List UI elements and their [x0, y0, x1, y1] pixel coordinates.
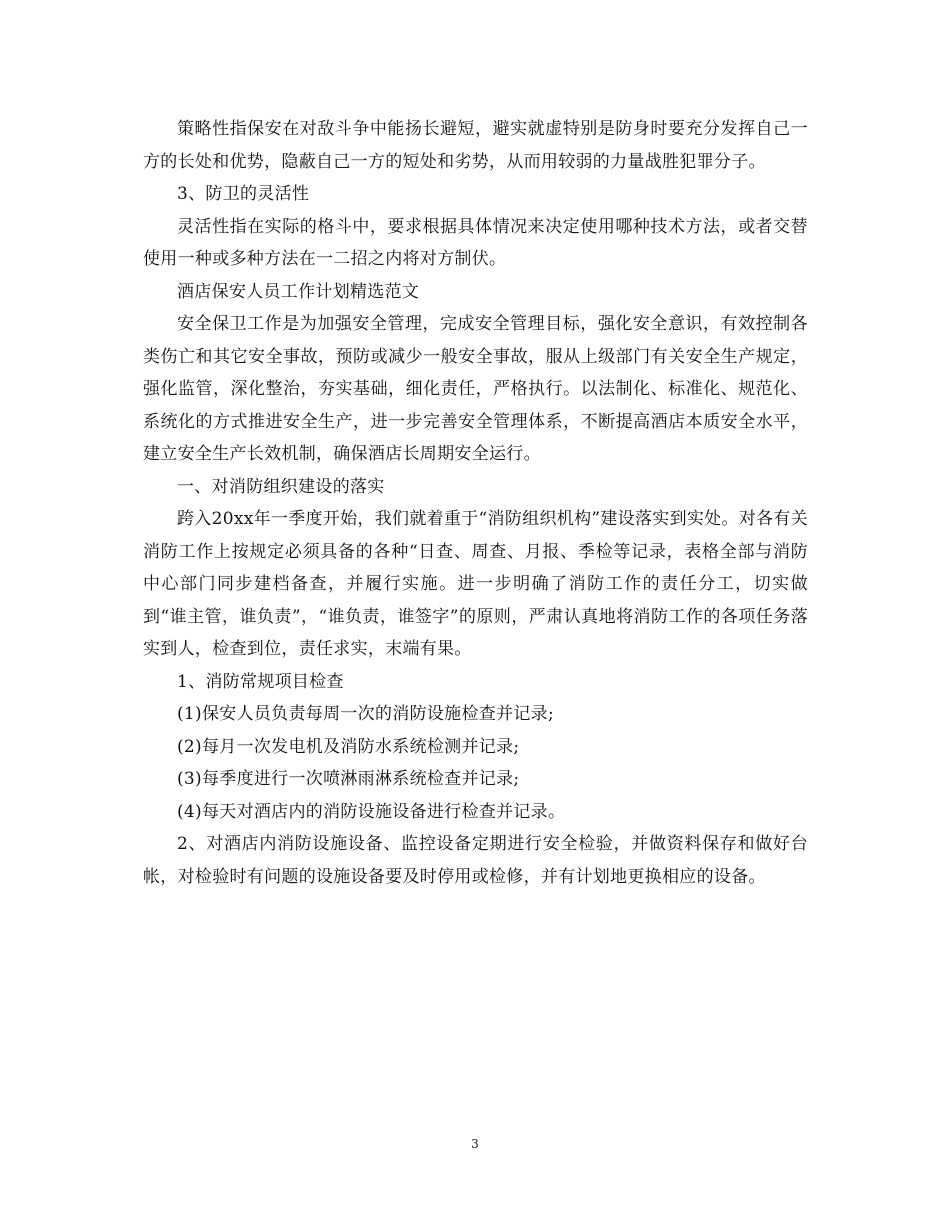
paragraph-fire-organization: 跨入20xx年一季度开始，我们就着重于“消防组织机构”建设落实到实处。对各有关消防工作上按规定必须具备的各种“日查、周查、月报、季检等记录，表格全部与消防中心部门同步建档备查，并履行实施。进一步明确了消防工作的责任分工，切实做到“谁主管，谁负责”，“谁负责，谁签字”的原则，严肃认真地将消防工作的各项任务落实到人，检查到位，责任求实，末端有果。 — [143, 509, 808, 659]
heading-routine-inspection: 1、消防常规项目检查 — [177, 671, 344, 692]
paragraph-flexibility: 灵活性指在实际的格斗中，要求根据具体情况来决定使用哪种技术方法，或者交替使用一种或多种方法在一二招之内将对方制伏。 — [143, 216, 808, 269]
document-body — [143, 113, 808, 893]
paragraph-security-intro: 安全保卫工作是为加强安全管理，完成安全管理目标，强化安全意识，有效控制各类伤亡和其它安全事故，预防或减少一般安全事故，服从上级部门有关安全生产规定，强化监管，深化整治，夯实基础，细化责任，严格执行。以法制化、标准化、规范化、系统化的方式推进安全生产，进一步完善安全管理体系，不断提高酒店本质安全水平，建立安全生产长效机制，确保酒店长周期安全运行。 — [143, 314, 808, 464]
paragraph-equipment-inspection: 2、对酒店内消防设施设备、监控设备定期进行安全检验，并做资料保存和做好台帐，对检验时有问题的设施设备要及时停用或检修，并有计划地更换相应的设备。 — [143, 834, 808, 887]
page-number: 3 — [471, 1137, 479, 1151]
list-item-quarterly-check: (3)每季度进行一次喷淋雨淋系统检查并记录; — [177, 769, 520, 789]
list-item-daily-check: (4)每天对酒店内的消防设施设备进行检查并记录。 — [177, 801, 566, 822]
list-item-monthly-check: (2)每月一次发电机及消防水系统检测并记录; — [177, 736, 520, 757]
paragraph-strategy: 策略性指保安在对敌斗争中能扬长避短，避实就虚特别是防身时要充分发挥自己一方的长处和优势，隐蔽自己一方的短处和劣势，从而用较弱的力量战胜犯罪分子。 — [143, 119, 808, 172]
heading-sample-title: 酒店保安人员工作计划精选范文 — [177, 281, 420, 302]
list-item-weekly-check: (1)保安人员负责每周一次的消防设施检查并记录; — [177, 704, 555, 724]
heading-flexibility: 3、防卫的灵活性 — [177, 184, 310, 204]
heading-fire-organization: 一、对消防组织建设的落实 — [177, 476, 385, 497]
